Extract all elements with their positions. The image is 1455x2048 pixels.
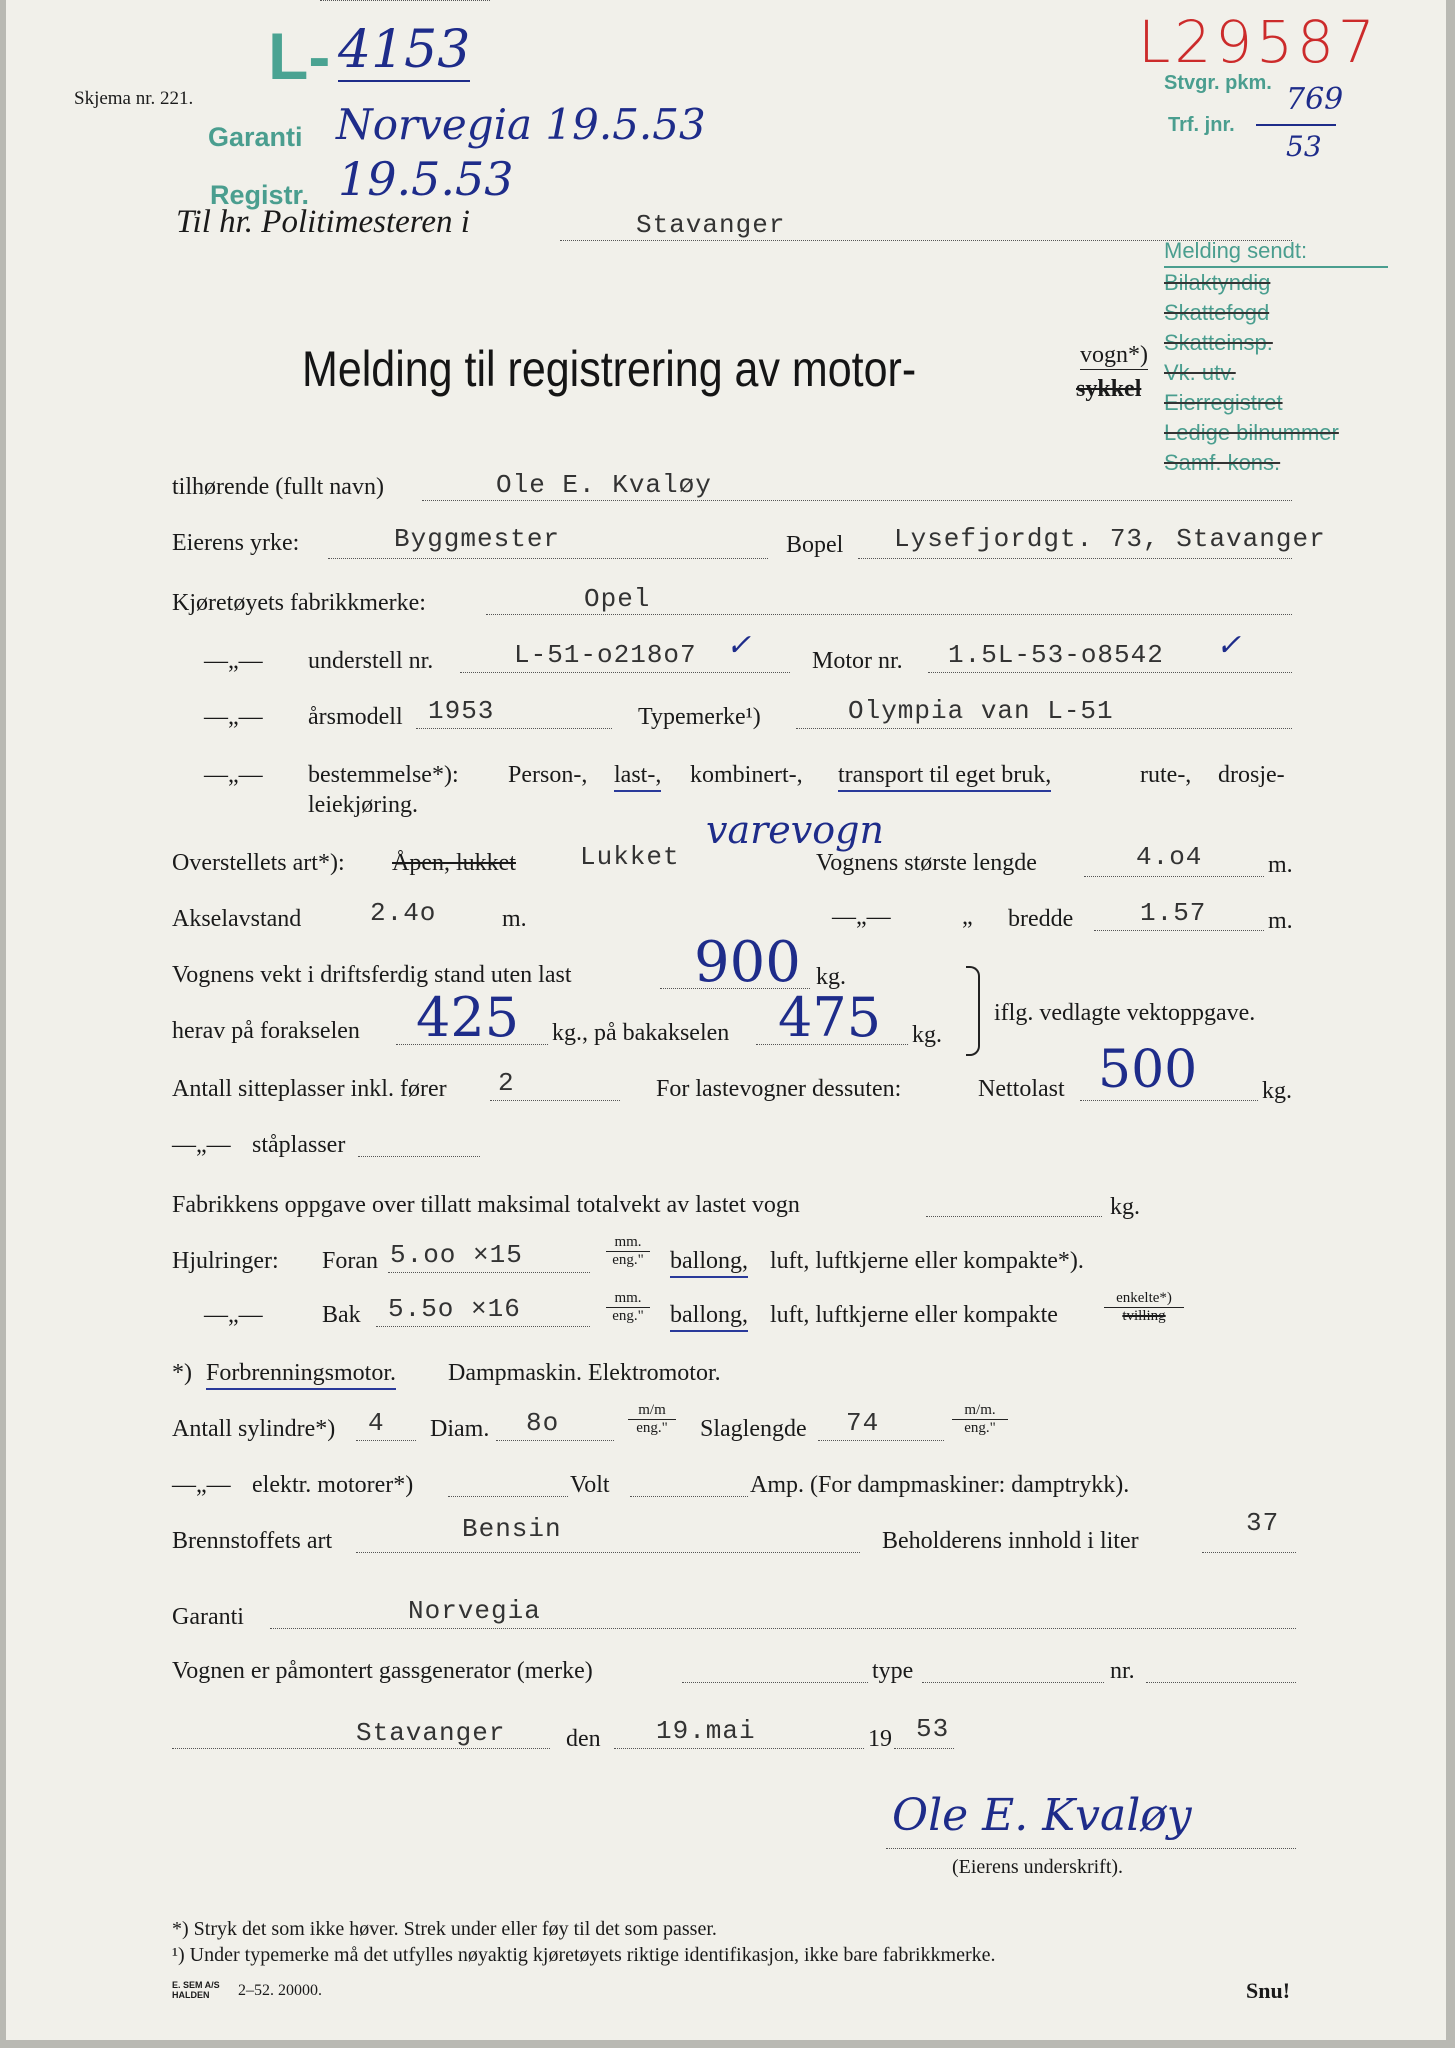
gas-type-line (922, 1682, 1104, 1683)
ditto-mark: —„— (204, 648, 263, 674)
purpose-route: rute-, (1140, 762, 1192, 788)
frac-eng: eng." (612, 1252, 644, 1268)
chassis-label: understell nr. (308, 648, 434, 674)
volt-label: Volt (570, 1472, 610, 1498)
l-number-stamp: L- (268, 19, 331, 93)
front-wheel-unit-fraction (606, 1234, 650, 1269)
trf-label: Trf. jnr. (1168, 114, 1235, 136)
ditto-mark: —„— (204, 1302, 263, 1328)
chassis-line (460, 672, 790, 673)
front-axle-label: herav på forakselen (172, 1018, 360, 1044)
motor-label: Motor nr. (812, 648, 903, 674)
volt-line (630, 1496, 748, 1497)
purpose-transport: transport til eget bruk, (838, 762, 1051, 792)
seats-value: 2 (498, 1068, 515, 1098)
motor-line (928, 672, 1292, 673)
wheels-label: Hjulringer: (172, 1248, 279, 1274)
make-line (486, 614, 1292, 615)
frac-mm: mm. (606, 1234, 650, 1252)
gas-type-label: type (872, 1658, 914, 1684)
type-label: Typemerke¹) (638, 704, 761, 730)
year-suffix: 53 (916, 1714, 950, 1744)
diam-value: 8o (526, 1408, 560, 1438)
length-label: Vognens største lengde (816, 850, 1037, 876)
netload-unit: kg. (1262, 1078, 1292, 1104)
occupation-label: Eierens yrke: (172, 530, 300, 556)
type-line (796, 728, 1292, 729)
weights-bracket (966, 966, 980, 1056)
axle-label: Akselavstand (172, 906, 302, 932)
maxweight-line (926, 1216, 1102, 1217)
front-tire-ballong: ballong, (670, 1248, 748, 1278)
title-sykkel-struck: sykkel (1076, 376, 1142, 402)
standing-label: ståplasser (252, 1132, 346, 1158)
ditto-mark: —„— (204, 762, 263, 788)
rear-wheel-value: 5.5o ×16 (388, 1294, 521, 1324)
occupation-line (328, 558, 768, 559)
engine-other-types: Dampmaskin. Elektromotor. (448, 1360, 721, 1386)
owner-value: Ole E. Kvaløy (496, 470, 712, 500)
footnote-one: ¹) Under typemerke må det utfylles nøyaktig kjøretøyets riktige identifikasjon, ikke bare fabrikkmerke. (172, 1944, 996, 1966)
date-value: 19.mai (656, 1716, 756, 1746)
axle-unit: m. (502, 906, 527, 932)
registration-form (6, 0, 1446, 2040)
stamp-item: Eierregistret (1164, 390, 1283, 415)
chassis-checkmark: ✓ (726, 628, 752, 663)
signature-line (886, 1848, 1296, 1849)
year-prefix: 19 (868, 1726, 892, 1752)
form-title: Melding til registrering av motor- (302, 341, 917, 397)
garanti-label: Garanti (172, 1604, 244, 1630)
body-value: Lukket (580, 842, 680, 872)
diam-unit-fraction (628, 1402, 676, 1437)
owner-line (422, 500, 1292, 501)
width-ditto: —„— (832, 904, 891, 930)
ditto-mark: —„— (172, 1472, 231, 1498)
fuel-value: Bensin (462, 1514, 562, 1544)
body-struck-options: Åpen, lukket (392, 850, 516, 876)
gas-make-line (682, 1682, 868, 1683)
length-unit: m. (1268, 852, 1293, 878)
stroke-value: 74 (846, 1408, 880, 1438)
engine-star: *) (172, 1360, 192, 1386)
stvgr-value: 769 (1286, 82, 1344, 117)
frac-eng: eng." (612, 1308, 644, 1324)
garanti-stamp: Garanti (208, 122, 303, 152)
make-label: Kjøretøyets fabrikkmerke: (172, 590, 426, 616)
rear-wheel-label: Bak (322, 1302, 361, 1328)
gas-nr-line (1146, 1682, 1296, 1683)
gas-generator-label: Vognen er påmontert gassgenerator (merke) (172, 1658, 593, 1684)
title-vogn: vogn*) (1080, 342, 1148, 368)
motor-checkmark: ✓ (1216, 628, 1242, 663)
printer-city: HALDEN (172, 1990, 210, 2000)
purpose-line2: leiekjøring. (308, 792, 418, 818)
weight-unit: kg. (816, 964, 846, 990)
date-den-label: den (566, 1726, 601, 1752)
seats-label: Antall sitteplasser inkl. fører (172, 1076, 447, 1102)
footnotes (172, 1916, 996, 1968)
length-line (1084, 876, 1264, 877)
stamp-item: Skattefogd (1164, 300, 1270, 325)
address-label: Bopel (786, 532, 844, 558)
place-line (172, 1748, 550, 1749)
tire-twin-struck: tvilling (1122, 1308, 1166, 1324)
garanti-value: Norvegia (408, 1596, 541, 1626)
front-wheel-value: 5.oo ×15 (390, 1240, 523, 1270)
footnote-star: *) Stryk det som ikke høver. Strek under eller føy til det som passer. (172, 1918, 717, 1940)
registr-stamp: Registr. (210, 180, 310, 210)
year-line (416, 728, 612, 729)
addressee-city: Stavanger (636, 210, 786, 240)
print-run: 2–52. 20000. (238, 1982, 322, 1999)
stvgr-label: Stvgr. pkm. (1164, 72, 1272, 94)
place-value: Stavanger (356, 1718, 506, 1748)
year-label: årsmodell (308, 704, 403, 730)
width-value: 1.57 (1140, 898, 1207, 928)
melding-sendt-stamp (1164, 236, 1388, 478)
rear-tire-types: luft, luftkjerne eller kompakte (770, 1302, 1058, 1328)
width-label: bredde (1008, 906, 1074, 932)
rear-axle-value: 475 (778, 986, 882, 1049)
stamp-item: Ledige bilnummer (1164, 420, 1339, 445)
maxweight-unit: kg. (1110, 1194, 1140, 1220)
weight-label: Vognens vekt i driftsferdig stand uten last (172, 962, 572, 988)
stroke-line (818, 1440, 944, 1441)
owner-label: tilhørende (fullt navn) (172, 474, 384, 500)
tank-line (1202, 1552, 1296, 1553)
ditto-mark: —„— (204, 704, 263, 730)
tire-single: enkelte*) (1104, 1290, 1184, 1308)
elmotor-label: elektr. motorer*) (252, 1472, 414, 1498)
lorry-label: For lastevogner dessuten: (656, 1076, 902, 1102)
rear-axle-unit: kg. (912, 1022, 942, 1048)
weights-note: iflg. vedlagte vektoppgave. (994, 1000, 1256, 1026)
tank-value: 37 (1246, 1508, 1280, 1538)
width-unit: m. (1268, 908, 1293, 934)
frac-eng: eng." (964, 1420, 996, 1436)
trf-value: 53 (1286, 130, 1322, 163)
rear-wheel-unit-fraction (606, 1290, 650, 1325)
axle-line (320, 0, 490, 1)
tire-count-fraction (1104, 1290, 1184, 1325)
address-value: Lysefjordgt. 73, Stavanger (894, 524, 1326, 554)
stamp-item: Bilaktyndig (1164, 270, 1271, 295)
registr-handwritten: 19.5.53 (338, 152, 514, 206)
motor-value: 1.5L-53-o8542 (948, 640, 1164, 670)
cylinders-label: Antall sylindre*) (172, 1416, 336, 1442)
fuel-line (356, 1552, 860, 1553)
standing-line (358, 1156, 480, 1157)
stamp-item: Samf. kons. (1164, 450, 1281, 475)
body-label: Overstellets art*): (172, 850, 345, 876)
garanti-handwritten: Norvegia 19.5.53 (336, 100, 706, 149)
chassis-value: L-51-o218o7 (514, 640, 697, 670)
trf-fraction-line (1256, 124, 1336, 126)
fuel-label: Brennstoffets art (172, 1528, 333, 1554)
body-handwritten: varevogn (706, 808, 884, 852)
turn-over-note: Snu! (1246, 1978, 1291, 2003)
diam-label: Diam. (430, 1416, 490, 1442)
purpose-taxi: drosje- (1218, 762, 1285, 788)
date-line (614, 1748, 864, 1749)
purpose-combined: kombinert-, (690, 762, 803, 788)
diam-line (496, 1440, 614, 1441)
printer-name: E. SEM A/S (172, 1980, 220, 1990)
purpose-label: bestemmelse*): (308, 762, 459, 788)
frac-mm: mm. (606, 1290, 650, 1308)
front-tire-types: luft, luftkjerne eller kompakte*). (770, 1248, 1084, 1274)
netload-line (1080, 1100, 1258, 1101)
rear-axle-label: kg., på bakakselen (552, 1020, 730, 1046)
stamp-item: Vk. utv. (1164, 360, 1236, 385)
front-wheel-label: Foran (322, 1248, 378, 1274)
year-value: 1953 (428, 696, 495, 726)
signature-label: (Eierens underskrift). (952, 1856, 1124, 1878)
cylinders-value: 4 (368, 1408, 385, 1438)
purpose-person: Person-, (508, 762, 588, 788)
engine-combustion: Forbrenningsmotor. (206, 1360, 396, 1390)
frac-mm: m/m (628, 1402, 676, 1420)
elmotor-line (448, 1496, 568, 1497)
file-number-red: L29587 (1138, 8, 1379, 76)
melding-sendt-title: Melding sendt: (1164, 236, 1388, 268)
purpose-last: last-, (614, 762, 661, 792)
type-value: Olympia van L-51 (848, 696, 1114, 726)
front-wheel-line (388, 1272, 590, 1273)
address-line (858, 558, 1292, 559)
occupation-value: Byggmester (394, 524, 561, 554)
rear-tire-ballong: ballong, (670, 1302, 748, 1332)
stroke-unit-fraction (952, 1402, 1008, 1437)
netload-label: Nettolast (978, 1076, 1065, 1102)
netload-value: 500 (1098, 1040, 1198, 1100)
weight-value: 900 (694, 930, 801, 995)
tank-label: Beholderens innhold i liter (882, 1528, 1139, 1554)
amp-label: Amp. (For dampmaskiner: damptrykk). (750, 1472, 1130, 1498)
stroke-label: Slaglengde (700, 1416, 807, 1442)
schema-number: Skjema nr. 221. (74, 88, 194, 109)
stamp-item: Skatteinsp. (1164, 330, 1273, 355)
date-year-line (894, 1748, 954, 1749)
frac-eng: eng." (636, 1420, 668, 1436)
frac-mm: m/m. (952, 1402, 1008, 1420)
gas-nr-label: nr. (1110, 1658, 1135, 1684)
width-quote: „ (962, 904, 973, 930)
seats-line (490, 1100, 620, 1101)
rear-wheel-line (376, 1326, 590, 1327)
owner-signature: Ole E. Kvaløy (892, 1790, 1192, 1841)
garanti-line (270, 1628, 1296, 1629)
axle-value: 2.4o (370, 898, 437, 928)
addressee-prefix: Til hr. Politimesteren i (176, 204, 470, 240)
length-value: 4.o4 (1136, 842, 1203, 872)
l-number-handwritten: 4153 (338, 20, 471, 80)
cylinders-line (356, 1440, 416, 1441)
maxweight-label: Fabrikkens oppgave over tillatt maksimal totalvekt av lastet vogn (172, 1192, 800, 1218)
printer-mark (172, 1980, 220, 2000)
width-line (1094, 930, 1264, 931)
ditto-mark: —„— (172, 1132, 231, 1158)
make-value: Opel (584, 584, 651, 614)
front-axle-value: 425 (416, 986, 520, 1049)
